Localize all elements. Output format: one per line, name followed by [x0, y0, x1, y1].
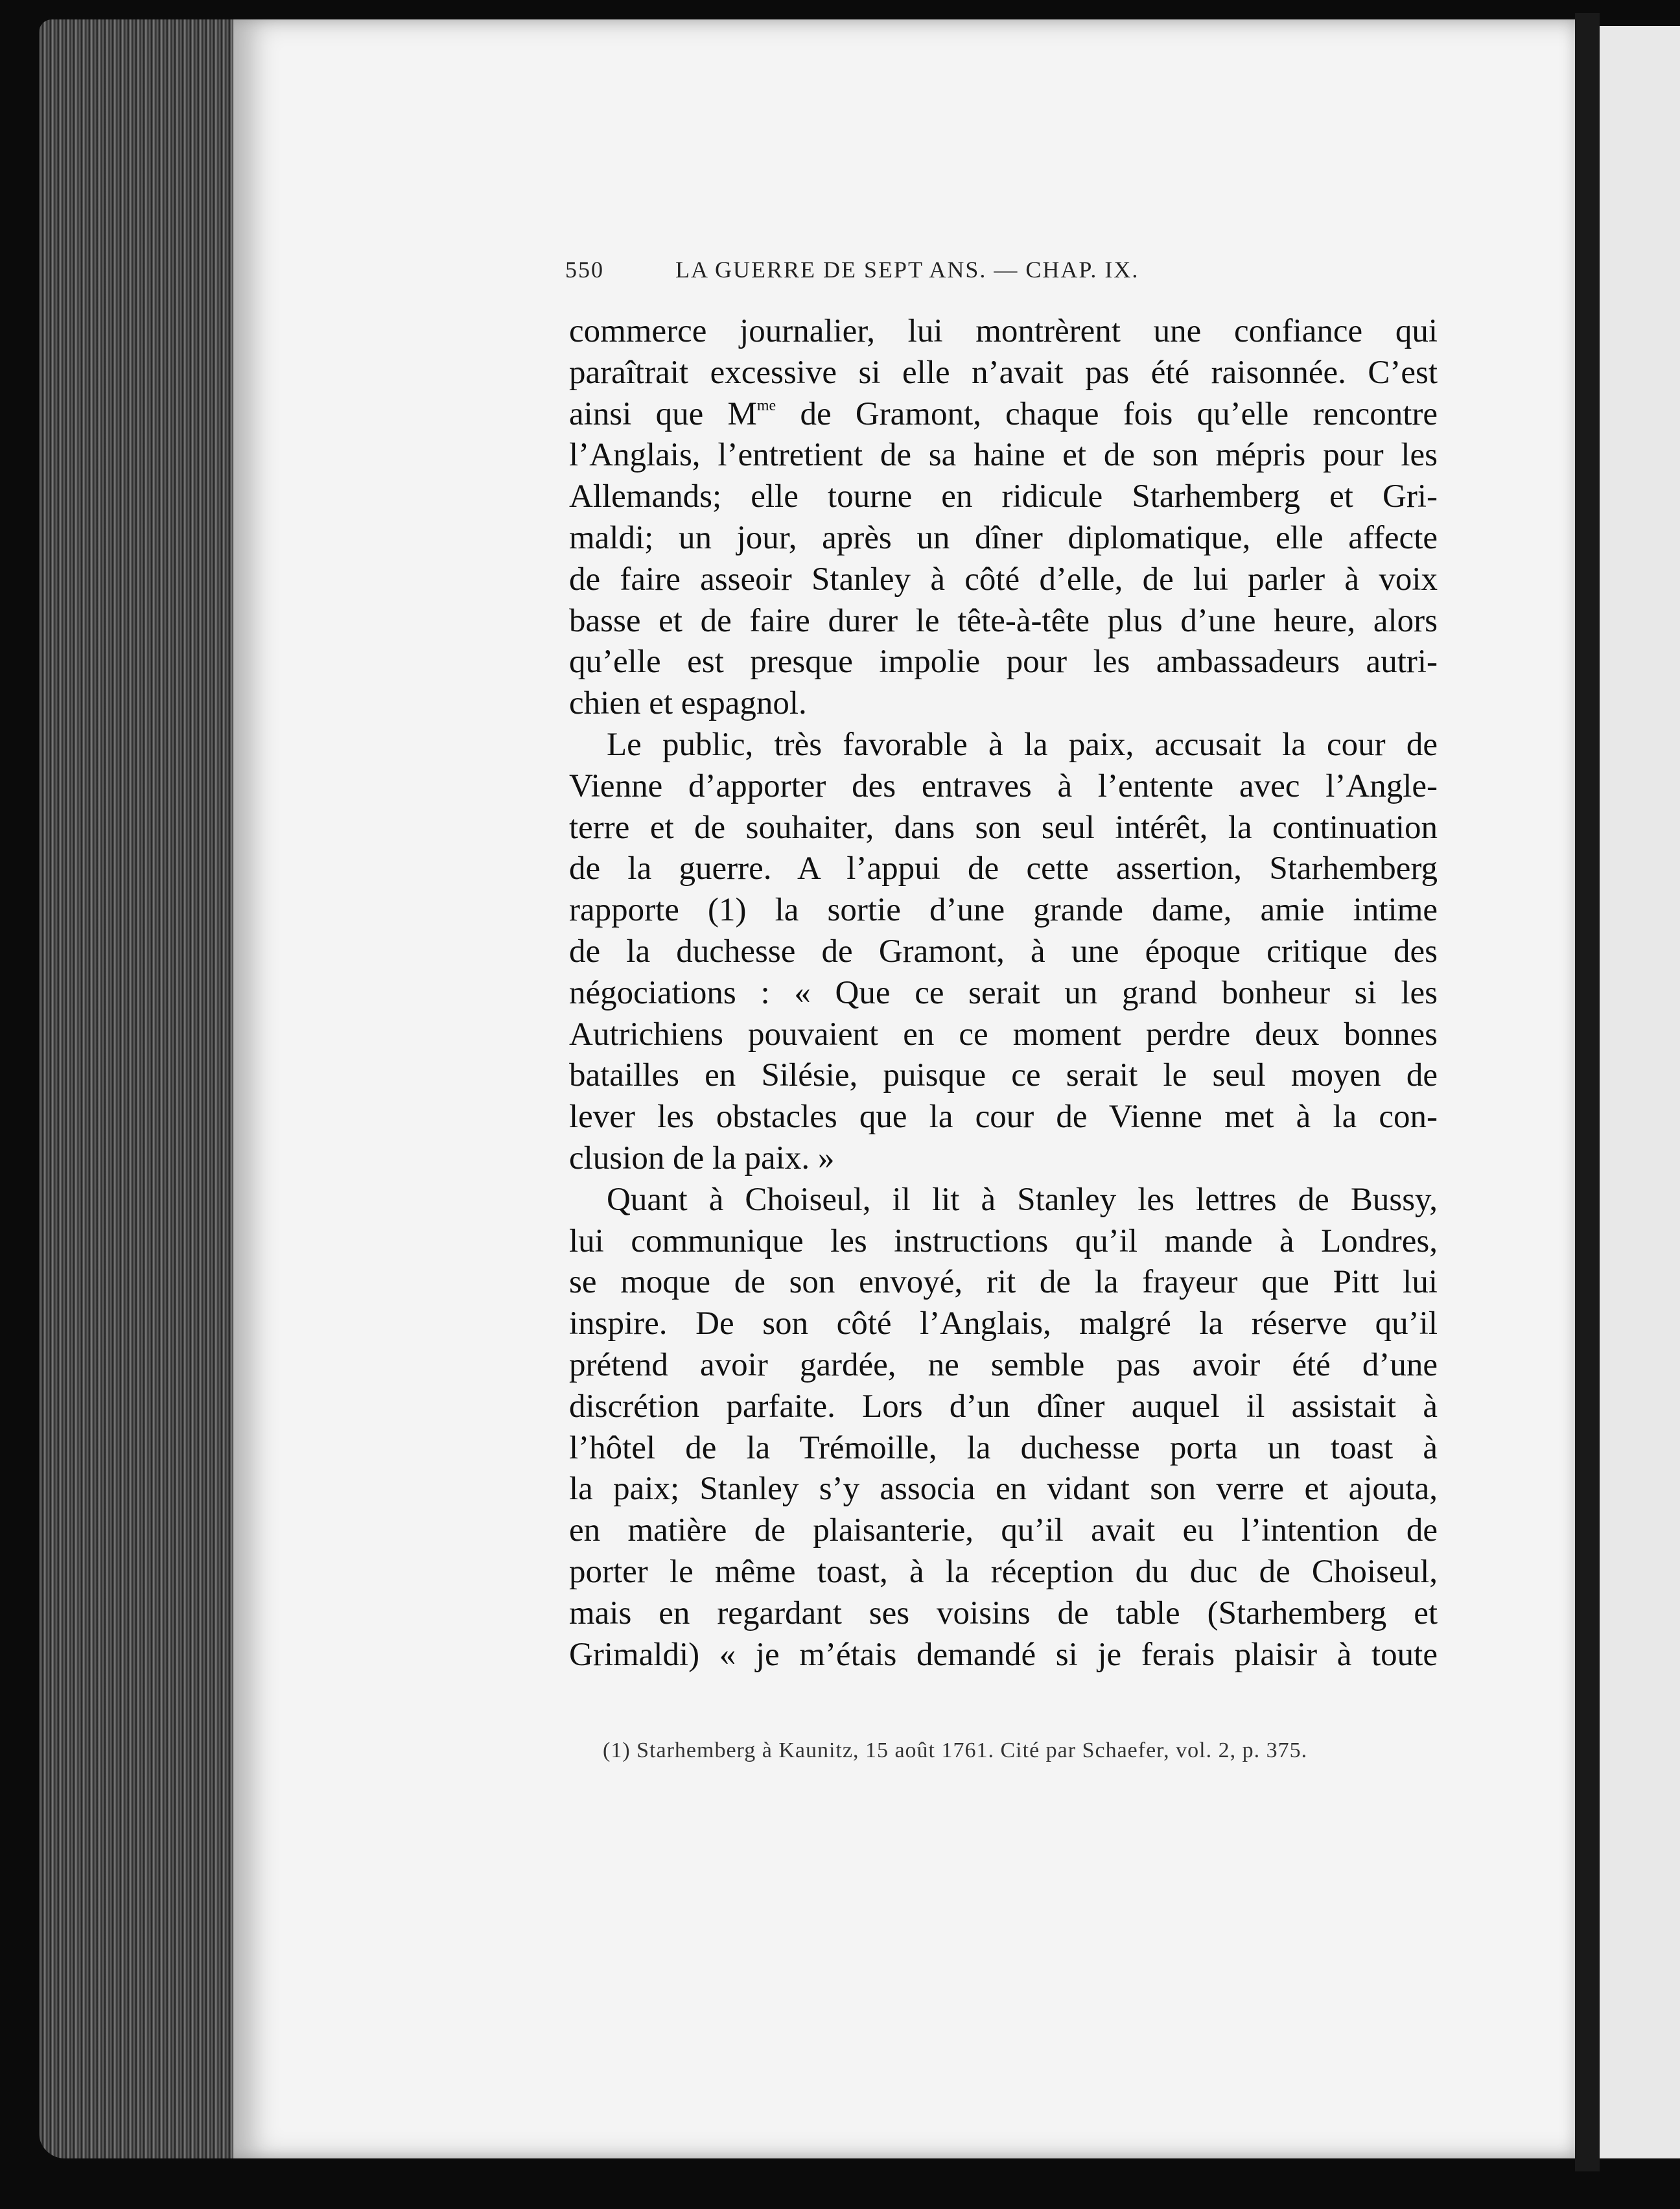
text-line: Le public, très favorable à la paix, accusait la cour de [607, 726, 1438, 763]
footnote: (1) Starhemberg à Kaunitz, 15 août 1761. Cité par Schaefer, vol. 2, p. 375. [603, 1738, 1308, 1762]
text-line: batailles en Silésie, puisque ce serait le seul moyen de [569, 1057, 1438, 1094]
text-line: maldi; un jour, après un dîner diplomatique, elle affecte [569, 519, 1438, 556]
text-line: basse et de faire durer le tête-à-tête plus d’une heure, alors [569, 602, 1438, 639]
running-title: LA GUERRE DE SEPT ANS. — CHAP. IX. [675, 257, 1139, 283]
text-line: la paix; Stanley s’y associa en vidant son verre et ajouta, [569, 1471, 1438, 1508]
text-line: l’Anglais, l’entretient de sa haine et de son mépris pour les [569, 437, 1438, 474]
text-line: qu’elle est presque impolie pour les ambassadeurs autri- [569, 644, 1438, 681]
facing-page-edge [1600, 26, 1680, 2158]
text-line: Allemands; elle tourne en ridicule Starhemberg et Gri- [569, 478, 1438, 515]
text-line: prétend avoir gardée, ne semble pas avoir été d’une [569, 1346, 1438, 1383]
paragraph-1 [569, 311, 1438, 725]
paragraph-2 [569, 725, 1438, 1180]
text-line: mais en regardant ses voisins de table (Starhemberg et [569, 1595, 1438, 1631]
text-line: inspire. De son côté l’Anglais, malgré la réserve qu’il [569, 1305, 1438, 1342]
text-line: en matière de plaisanterie, qu’il avait eu l’intention de [569, 1512, 1438, 1549]
page-number: 550 [565, 257, 604, 283]
text-line: commerce journalier, lui montrèrent une confiance qui [569, 313, 1438, 349]
paragraph-3 [569, 1180, 1438, 1676]
text-fragment: de Gramont, chaque fois qu’elle rencontre [776, 395, 1438, 432]
text-line: porter le même toast, à la réception du duc de Choiseul, [569, 1553, 1438, 1590]
text-line: de la duchesse de Gramont, à une époque critique des [569, 933, 1438, 970]
text-fragment: ainsi que M [569, 395, 757, 432]
text-line: chien et espagnol. [569, 685, 807, 722]
text-line: se moque de son envoyé, rit de la frayeur que Pitt lui [569, 1264, 1438, 1301]
text-line: Autrichiens pouvaient en ce moment perdre deux bonnes [569, 1016, 1438, 1053]
text-line: paraîtrait excessive si elle n’avait pas été raisonnée. C’est [569, 354, 1438, 391]
text-line: clusion de la paix. » [569, 1140, 835, 1176]
text-line [569, 394, 1438, 436]
page-body [569, 311, 1438, 1676]
book-spine-shadow [1575, 13, 1600, 2171]
page-edges [39, 19, 246, 2158]
text-line: lui communique les instructions qu’il mande à Londres, [569, 1222, 1438, 1259]
superscript: me [756, 397, 776, 414]
text-line: discrétion parfaite. Lors d’un dîner auquel il assistait à [569, 1388, 1438, 1425]
text-line: l’hôtel de la Trémoille, la duchesse porta un toast à [569, 1429, 1438, 1466]
text-line: de faire asseoir Stanley à côté d’elle, de lui parler à voix [569, 561, 1438, 598]
text-line: Vienne d’apporter des entraves à l’entente avec l’Angle- [569, 767, 1438, 804]
text-line: de la guerre. A l’appui de cette assertion, Starhemberg [569, 850, 1438, 887]
text-line: rapporte (1) la sortie d’une grande dame, amie intime [569, 892, 1438, 929]
text-line: Quant à Choiseul, il lit à Stanley les lettres de Bussy, [607, 1181, 1438, 1218]
text-line: lever les obstacles que la cour de Vienne met à la con- [569, 1099, 1438, 1136]
text-line: terre et de souhaiter, dans son seul intérêt, la continuation [569, 809, 1438, 846]
running-header [565, 256, 1265, 283]
text-line: négociations : « Que ce serait un grand bonheur si les [569, 974, 1438, 1011]
text-line: Grimaldi) « je m’étais demandé si je ferais plaisir à toute [569, 1636, 1438, 1673]
